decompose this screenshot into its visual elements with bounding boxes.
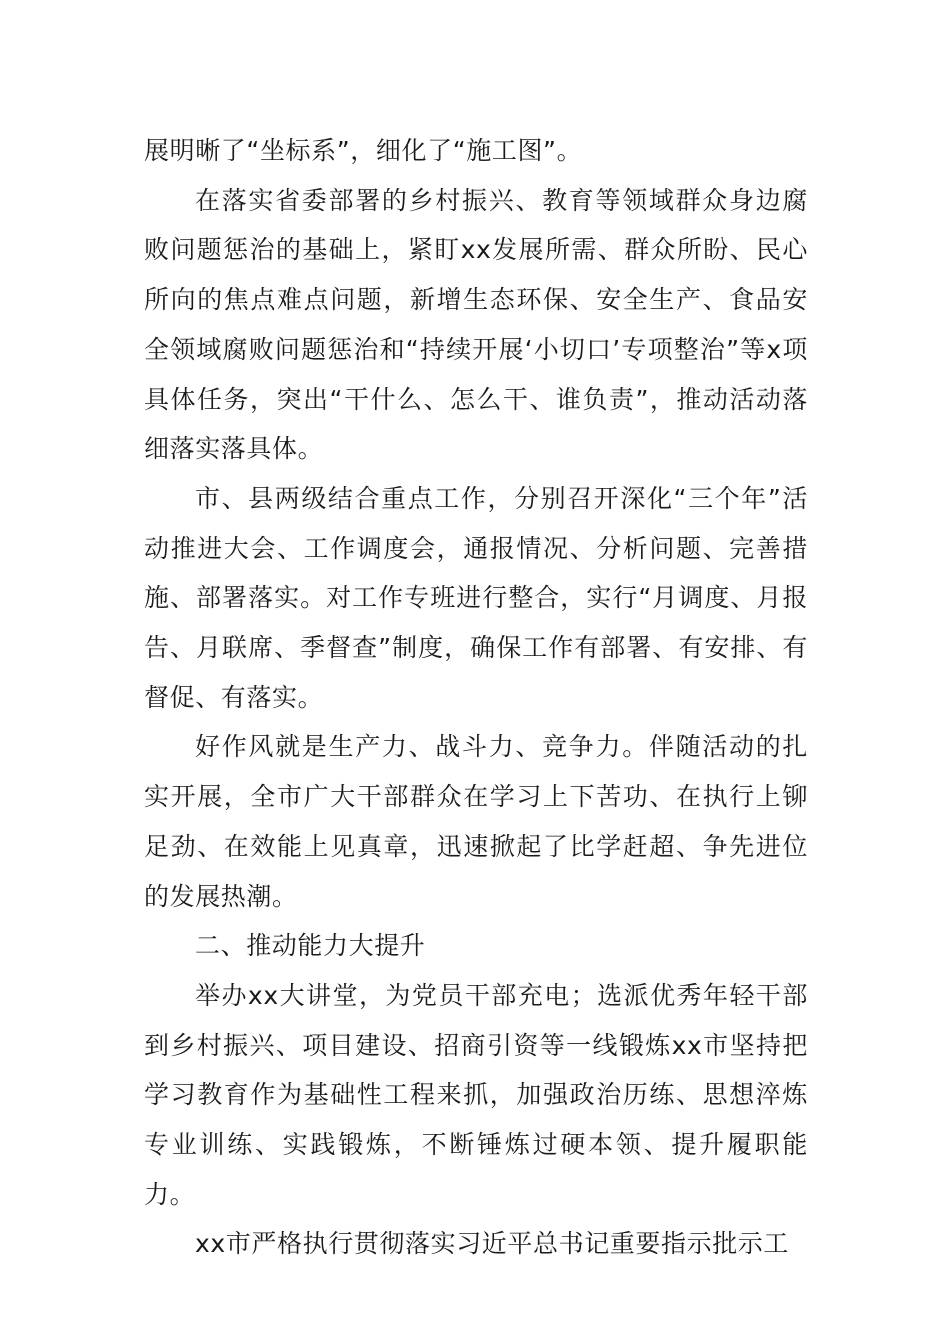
- paragraph-continuation: 展明晰了“坐标系”，细化了“施工图”。: [144, 136, 583, 165]
- section-heading: 二、推动能力大提升: [195, 931, 426, 961]
- paragraph-body: xx市严格执行贯彻落实习近平总书记重要指示批示工: [195, 1229, 789, 1259]
- document-body: [144, 126, 808, 1269]
- paragraph-body: 在落实省委部署的乡村振兴、教育等领域群众身边腐败问题惩治的基础上，紧盯xx发展所需、群众所盼、民心所向的焦点难点问题，新增生态环保、安全生产、食品安全领域腐败问题惩治和“持续开展‘小切口’专项整治”等x项具体任务，突出“干什么、怎么干、谁负责”，推动活动落细落实落具体。: [144, 185, 808, 464]
- paragraph-body: 好作风就是生产力、战斗力、竞争力。伴随活动的扎实开展，全市广大干部群众在学习上下苦功、在执行上铆足劲、在效能上见真章，迅速掀起了比学赶超、争先进位的发展热潮。: [144, 732, 808, 911]
- paragraph-body: 市、县两级结合重点工作，分别召开深化“三个年”活动推进大会、工作调度会，通报情况、分析问题、完善措施、部署落实。对工作专班进行整合，实行“月调度、月报告、月联席、季督查”制度，确保工作有部署、有安排、有督促、有落实。: [144, 483, 808, 712]
- paragraph-body: 举办xx大讲堂，为党员干部充电；选派优秀年轻干部到乡村振兴、项目建设、招商引资等一线锻炼xx市坚持把学习教育作为基础性工程来抓，加强政治历练、思想淬炼专业训练、实践锻炼，不断锤炼过硬本领、提升履职能力。: [144, 980, 808, 1209]
